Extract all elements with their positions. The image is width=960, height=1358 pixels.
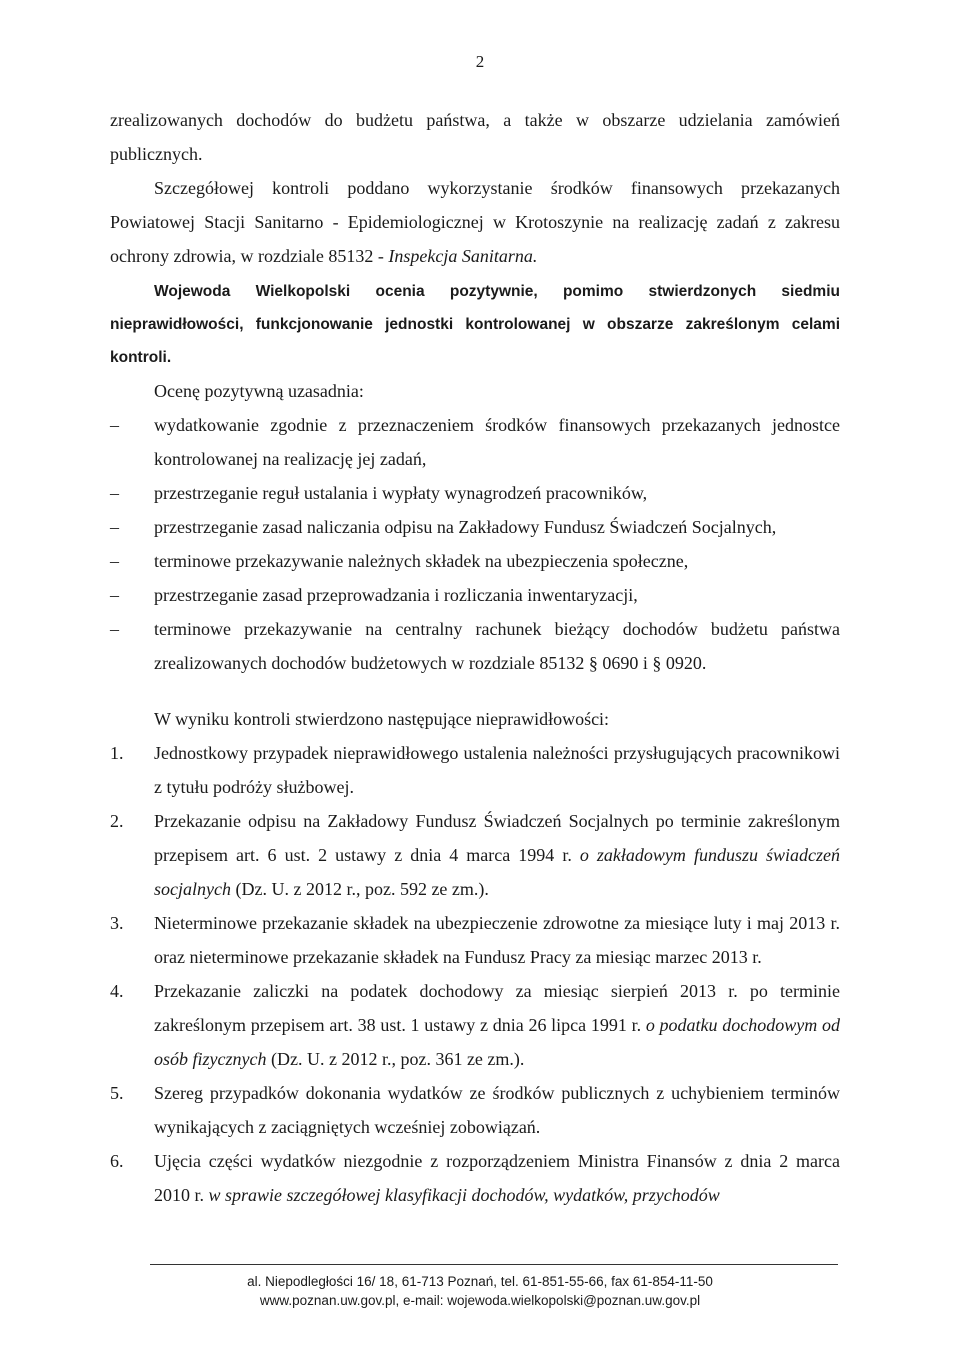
list-item: – terminowe przekazywanie należnych składek na ubezpieczenia społeczne, (110, 544, 840, 578)
page-footer (0, 1272, 960, 1310)
list-item: – przestrzeganie zasad przeprowadzania i rozliczania inwentaryzacji, (110, 578, 840, 612)
irregularities-list (110, 736, 840, 1212)
paragraph-scope (110, 171, 840, 273)
item-number: 2. (110, 811, 124, 831)
item-number: 1. (110, 743, 124, 763)
dash-marker: – (110, 585, 119, 605)
list-item: 2. Przekazanie odpisu na Zakładowy Fundusz Świadczeń Socjalnych po terminie zakreślonym przepisem art. 6 ust. 2 ustawy z dnia 4 marca 1994 r. o zakładowym funduszu świadczeń socjalnych (Dz. U. z 2012 r., poz. 592 ze zm.). (110, 804, 840, 906)
list-item: 1. Jednostkowy przypadek nieprawidłowego ustalenia należności przysługujących pracownikowi z tytułu podróży służbowej. (110, 736, 840, 804)
dash-marker: – (110, 517, 119, 537)
paragraph-continuation: zrealizowanych dochodów do budżetu państwa, a także w obszarze udzielania zamówień publicznych. (110, 110, 840, 164)
dash-marker: – (110, 415, 119, 435)
item-number: 5. (110, 1083, 124, 1103)
footer-divider (150, 1264, 838, 1265)
scope-text: Szczegółowej kontroli poddano wykorzystanie środków finansowych przekazanych Powiatowej Stacji Sanitarno - Epidemiologicznej w Krotoszynie na realizację zadań z zakresu ochrony zdrowia, w rozdziale 85132 - (110, 178, 840, 266)
footer-contact: www.poznan.uw.gov.pl, e-mail: wojewoda.wielkopolski@poznan.uw.gov.pl (259, 1293, 701, 1308)
dash-marker: – (110, 619, 119, 639)
list-item: 5. Szereg przypadków dokonania wydatków ze środków publicznych z uchybieniem terminów wynikających z zaciągniętych wcześniej zobowiązań. (110, 1076, 840, 1144)
irregularities-intro: W wyniku kontroli stwierdzono następujące nieprawidłowości: (154, 709, 610, 729)
item-number: 6. (110, 1151, 124, 1171)
footer-address: al. Niepodległości 16/ 18, 61-713 Poznań, tel. 61-851-55-66, fax 61-854-11-50 (247, 1274, 713, 1289)
spacer (110, 680, 840, 702)
list-item: – przestrzeganie reguł ustalania i wypłaty wynagrodzeń pracowników, (110, 476, 840, 510)
list-item: 6. Ujęcia części wydatków niezgodnie z rozporządzeniem Ministra Finansów z dnia 2 marca 2010 r. w sprawie szczegółowej klasyfikacji dochodów, wydatków, przychodów (110, 1144, 840, 1212)
item-number: 4. (110, 981, 124, 1001)
item-number: 3. (110, 913, 124, 933)
list-item: – wydatkowanie zgodnie z przeznaczeniem środków finansowych przekazanych jednostce kontrolowanej na realizację jej zadań, (110, 408, 840, 476)
list-item: 4. Przekazanie zaliczki na podatek dochodowy za miesiąc sierpień 2013 r. po terminie zakreślonym przepisem art. 38 ust. 1 ustawy z dnia 26 lipca 1991 r. o podatku dochodowym od osób fizycznych (Dz. U. z 2012 r., poz. 361 ze zm.). (110, 974, 840, 1076)
dash-marker: – (110, 551, 119, 571)
list-item: – przestrzeganie zasad naliczania odpisu na Zakładowy Fundusz Świadczeń Socjalnych, (110, 510, 840, 544)
assessment-paragraph: Wojewoda Wielkopolski ocenia pozytywnie, pomimo stwierdzonych siedmiu nieprawidłowości, funkcjonowanie jednostki kontrolowanej w obszarze zakreślonym celami kontroli. (110, 283, 840, 366)
scope-italic: Inspekcja Sanitarna. (388, 246, 538, 266)
justification-intro: Ocenę pozytywną uzasadnia: (154, 381, 364, 401)
list-item: 3. Nieterminowe przekazanie składek na ubezpieczenie zdrowotne za miesiące luty i maj 2013 r. oraz nieterminowe przekazanie składek na Fundusz Pracy za miesiąc marzec 2013 r. (110, 906, 840, 974)
page-number: 2 (475, 52, 485, 71)
dash-marker: – (110, 483, 119, 503)
document-body (110, 103, 840, 1212)
justification-list (110, 408, 840, 680)
list-item: – terminowe przekazywanie na centralny rachunek bieżący dochodów budżetu państwa zrealizowanych dochodów budżetowych w rozdziale 85132 § 0690 i § 0920. (110, 612, 840, 680)
